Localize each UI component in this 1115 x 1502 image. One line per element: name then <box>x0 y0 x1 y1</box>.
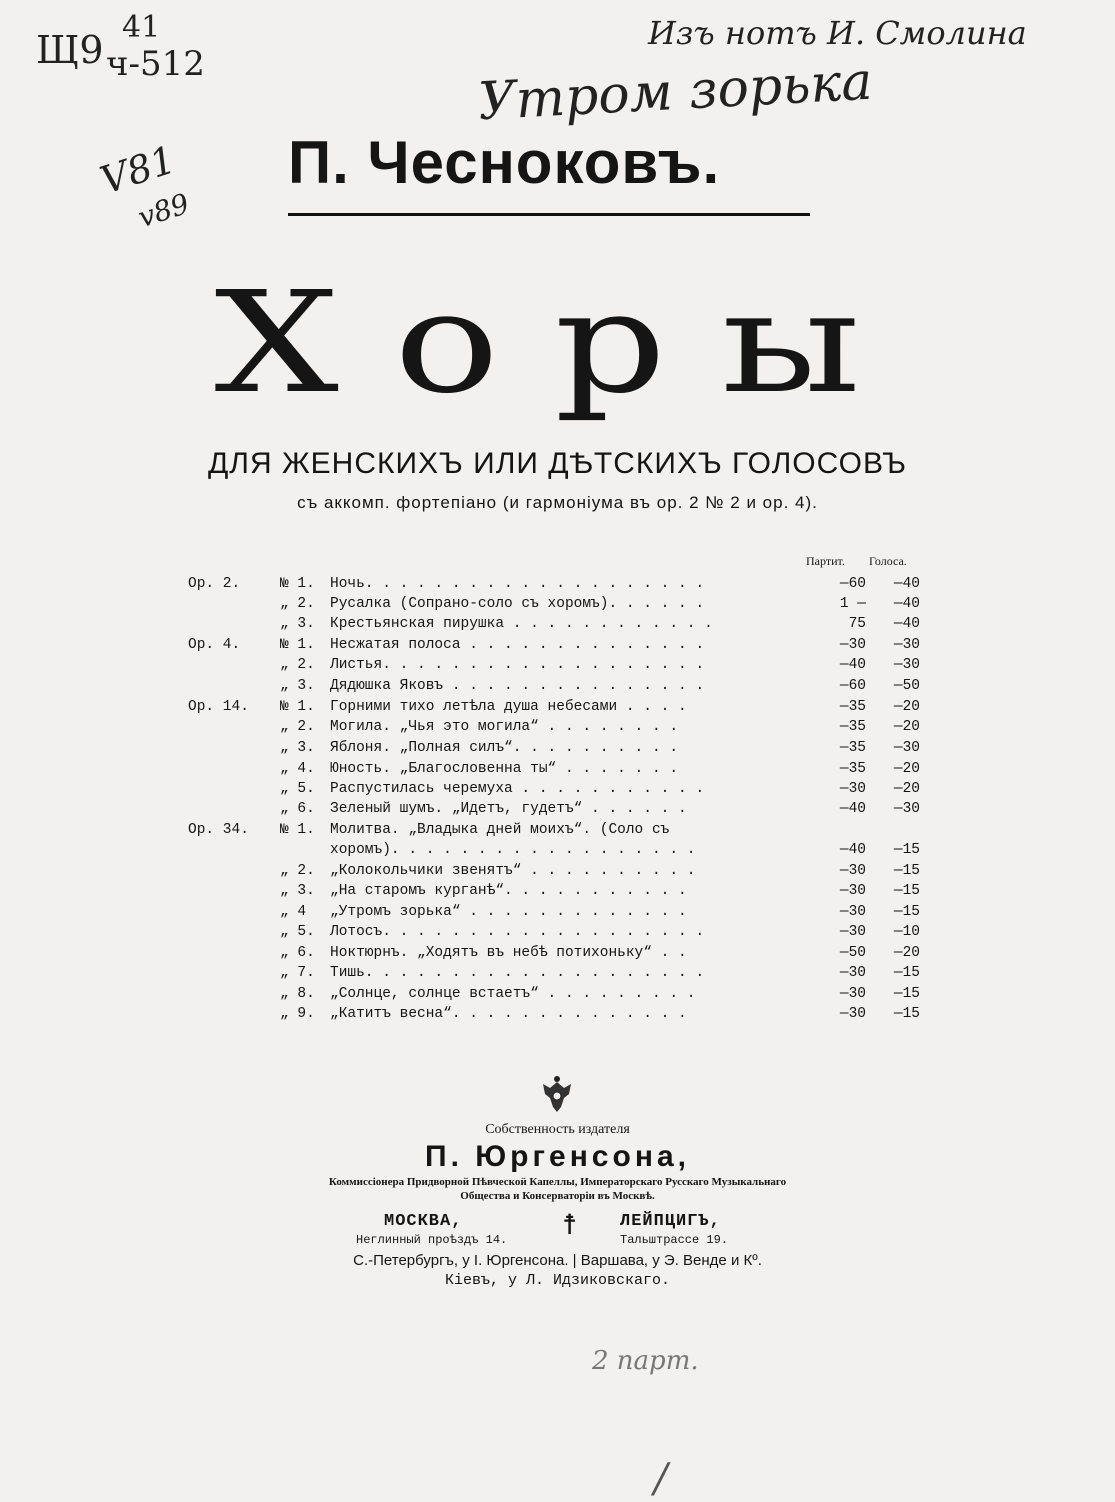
branches-kiev: Кiевъ, у Л. Идзиковскаго. <box>444 1272 671 1289</box>
voices-price-cell: —20 <box>893 761 920 777</box>
voices-price-cell: —20 <box>893 945 920 961</box>
voices-price-cell: —15 <box>893 904 920 920</box>
score-price-cell: 1 — <box>839 596 866 612</box>
publisher-description <box>0 1175 1115 1203</box>
score-price-cell: 75 <box>848 616 866 632</box>
score-price-cell: —30 <box>839 863 866 879</box>
title-cell: Яблоня. „Полная силъ“. . . . . . . . . . <box>330 740 679 756</box>
score-price-cell: —30 <box>839 965 866 981</box>
score-price-cell: —40 <box>839 801 866 817</box>
number-cell: „ 5. <box>280 781 315 797</box>
score-price-cell: —30 <box>839 1006 866 1022</box>
opus-cell: Ор. 34. <box>188 822 249 838</box>
score-price-cell: —30 <box>839 883 866 899</box>
composer-underline <box>288 213 810 216</box>
number-cell: „ 2. <box>280 657 315 673</box>
voices-price-cell: —30 <box>893 637 920 653</box>
shelfmark-number-bottom: ч-512 <box>106 44 205 84</box>
bottom-note: 2 парт. <box>592 1346 699 1376</box>
title-cell: Горними тихо летѣла душа небесами . . . . <box>330 699 687 715</box>
opus-cell: Ор. 14. <box>188 699 249 715</box>
number-cell: „ 7. <box>280 965 315 981</box>
score-price-cell: —30 <box>839 924 866 940</box>
title-cell: „Солнце, солнце встаетъ“ . . . . . . . . . <box>330 986 696 1002</box>
table-row <box>180 779 920 799</box>
title-cell: Юность. „Благословенна ты“ . . . . . . . <box>330 761 679 777</box>
score-price-cell: —30 <box>839 986 866 1002</box>
title-cell: Могила. „Чья это могила“ . . . . . . . . <box>330 719 679 735</box>
title-cell: „Колокольчики звенятъ“ . . . . . . . . . . <box>330 863 696 879</box>
score-price-cell: —35 <box>839 740 866 756</box>
number-cell: „ 2. <box>280 863 315 879</box>
subtitle: ДЛЯ ЖЕНСКИХЪ ИЛИ ДѢТСКИХЪ ГОЛОСОВЪ <box>207 447 908 480</box>
table-row <box>180 759 920 779</box>
title-cell: Зеленый шумъ. „Идетъ, гудетъ“ . . . . . . <box>330 801 687 817</box>
voices-price-cell: —40 <box>893 616 920 632</box>
score-price-cell: —40 <box>839 842 866 858</box>
voices-price-cell: —40 <box>893 576 920 592</box>
table-row <box>180 635 920 655</box>
voices-price-cell: —30 <box>893 740 920 756</box>
number-cell: „ 3. <box>280 883 315 899</box>
branches-line: С.-Петербургъ, у I. Юргенсона. | Варшава, у Э. Венде и Кº. <box>353 1252 762 1269</box>
score-price-cell: —35 <box>839 699 866 715</box>
table-row <box>180 861 920 881</box>
side-note-1: V81 <box>95 137 181 203</box>
voices-price-cell: —40 <box>893 596 920 612</box>
number-cell: „ 3. <box>280 740 315 756</box>
subtitle-accompaniment: съ аккомп. фортепiано (и гармонiума въ ор. 2 № 2 и ор. 4). <box>297 493 818 512</box>
score-price-cell: —30 <box>839 904 866 920</box>
number-cell: „ 3. <box>280 678 315 694</box>
title-cell: Тишь. . . . . . . . . . . . . . . . . . . . <box>330 965 705 981</box>
table-row <box>180 614 920 634</box>
score-price-cell: —35 <box>839 719 866 735</box>
column-header-score: Партит. <box>806 554 845 568</box>
title-cell: Листья. . . . . . . . . . . . . . . . . . . <box>330 657 705 673</box>
table-row <box>180 1004 920 1024</box>
composer-name: П. Чесноковъ. <box>288 129 721 196</box>
table-row <box>180 697 920 717</box>
table-row <box>180 676 920 696</box>
title-cell: Дядюшка Яковъ . . . . . . . . . . . . . . . <box>330 678 705 694</box>
table-row <box>180 738 920 758</box>
table-row <box>180 943 920 963</box>
publisher-name: П. Юргенсона, <box>425 1140 690 1173</box>
title-cell: „На старомъ курганѣ“. . . . . . . . . . . <box>330 883 687 899</box>
bottom-mark: / <box>654 1456 668 1502</box>
voices-price-cell: —15 <box>893 965 920 981</box>
number-cell: „ 8. <box>280 986 315 1002</box>
voices-price-cell: —15 <box>893 863 920 879</box>
publisher-description-line2: Общества и Консерваторiи въ Москвѣ. <box>460 1190 655 1202</box>
number-cell: „ 6. <box>280 801 315 817</box>
publisher-description-line1: Коммиссiонера Придворной Пѣвческой Капеллы, Императорскаго Русскаго Музыкальнаго <box>328 1176 787 1188</box>
table-row <box>180 922 920 942</box>
voices-price-cell: —15 <box>893 842 920 858</box>
opus-cell: Ор. 4. <box>188 637 241 653</box>
divider-cross-icon: ☨ <box>562 1208 578 1241</box>
city-moscow: МОСКВА, <box>384 1212 463 1231</box>
publisher-property-line: Собственность издателя <box>485 1122 630 1137</box>
table-row <box>180 984 920 1004</box>
page-title: Хоры <box>214 262 916 425</box>
number-cell: „ 4. <box>280 761 315 777</box>
shelfmark-left: Щ9 <box>36 28 104 72</box>
side-note-2: v89 <box>134 186 194 235</box>
number-cell: „ 2. <box>280 719 315 735</box>
number-cell: „ 2. <box>280 596 315 612</box>
voices-price-cell: —15 <box>893 883 920 899</box>
table-row <box>180 963 920 983</box>
voices-price-cell: —20 <box>893 719 920 735</box>
table-row <box>180 799 920 819</box>
number-cell: № 1. <box>280 822 315 838</box>
opus-cell: Ор. 2. <box>188 576 241 592</box>
score-price-cell: —30 <box>839 781 866 797</box>
voices-price-cell: —15 <box>893 986 920 1002</box>
address-moscow: Неглинный проѣздъ 14. <box>356 1233 508 1247</box>
column-header-voices: Голоса. <box>869 554 907 568</box>
voices-price-cell: —20 <box>893 781 920 797</box>
number-cell: „ 6. <box>280 945 315 961</box>
table-row <box>180 717 920 737</box>
title-cell: Несжатая полоса . . . . . . . . . . . . . . <box>330 637 705 653</box>
voices-price-cell: —50 <box>893 678 920 694</box>
number-cell: № 1. <box>280 699 315 715</box>
score-price-cell: —60 <box>839 576 866 592</box>
imperial-eagle-icon <box>540 1074 574 1114</box>
title-cell: Ноктюрнъ. „Ходятъ въ небѣ потихоньку“ . . <box>330 945 687 961</box>
score-price-cell: —35 <box>839 761 866 777</box>
table-row <box>180 902 920 922</box>
voices-price-cell: —15 <box>893 1006 920 1022</box>
score-price-cell: —60 <box>839 678 866 694</box>
city-leipzig: ЛЕЙПЦИГЪ, <box>620 1212 721 1231</box>
title-cell: Крестьянская пирушка . . . . . . . . . . . . <box>330 616 713 632</box>
table-row <box>180 594 920 614</box>
number-cell: „ 3. <box>280 616 315 632</box>
shelfmark-number-top: 41 <box>122 10 161 45</box>
title-cell: „Утромъ зорька“ . . . . . . . . . . . . . <box>330 904 687 920</box>
number-cell: „ 9. <box>280 1006 315 1022</box>
table-row <box>180 574 920 594</box>
table-row <box>180 820 920 840</box>
number-cell: № 1. <box>280 576 315 592</box>
title-cell: Молитва. „Владыка дней моихъ“. (Соло съ <box>330 822 670 838</box>
title-cell: Ночь. . . . . . . . . . . . . . . . . . . . <box>330 576 705 592</box>
voices-price-cell: —30 <box>893 801 920 817</box>
voices-price-cell: —30 <box>893 657 920 673</box>
title-cell: „Катитъ весна“. . . . . . . . . . . . . . <box>330 1006 687 1022</box>
table-row <box>180 840 920 860</box>
voices-price-cell: —10 <box>893 924 920 940</box>
title-cell: Русалка (Сопрано-соло съ хоромъ). . . . . . <box>330 596 705 612</box>
voices-price-cell: —20 <box>893 699 920 715</box>
table-row <box>180 655 920 675</box>
number-cell: „ 4 <box>280 904 307 920</box>
title-cell: хоромъ). . . . . . . . . . . . . . . . . . <box>330 842 696 858</box>
score-price-cell: —40 <box>839 657 866 673</box>
table-row <box>180 881 920 901</box>
score-price-cell: —30 <box>839 637 866 653</box>
title-cell: Распустилась черемуха . . . . . . . . . . . <box>330 781 705 797</box>
number-cell: „ 5. <box>280 924 315 940</box>
title-cell: Лотосъ. . . . . . . . . . . . . . . . . . . <box>330 924 705 940</box>
address-leipzig: Тальштрассе 19. <box>620 1233 729 1247</box>
piece-note: Утром зорька <box>476 51 874 133</box>
owner-note: Изъ нотъ И. Смолина <box>648 14 1027 52</box>
score-price-cell: —50 <box>839 945 866 961</box>
number-cell: № 1. <box>280 637 315 653</box>
